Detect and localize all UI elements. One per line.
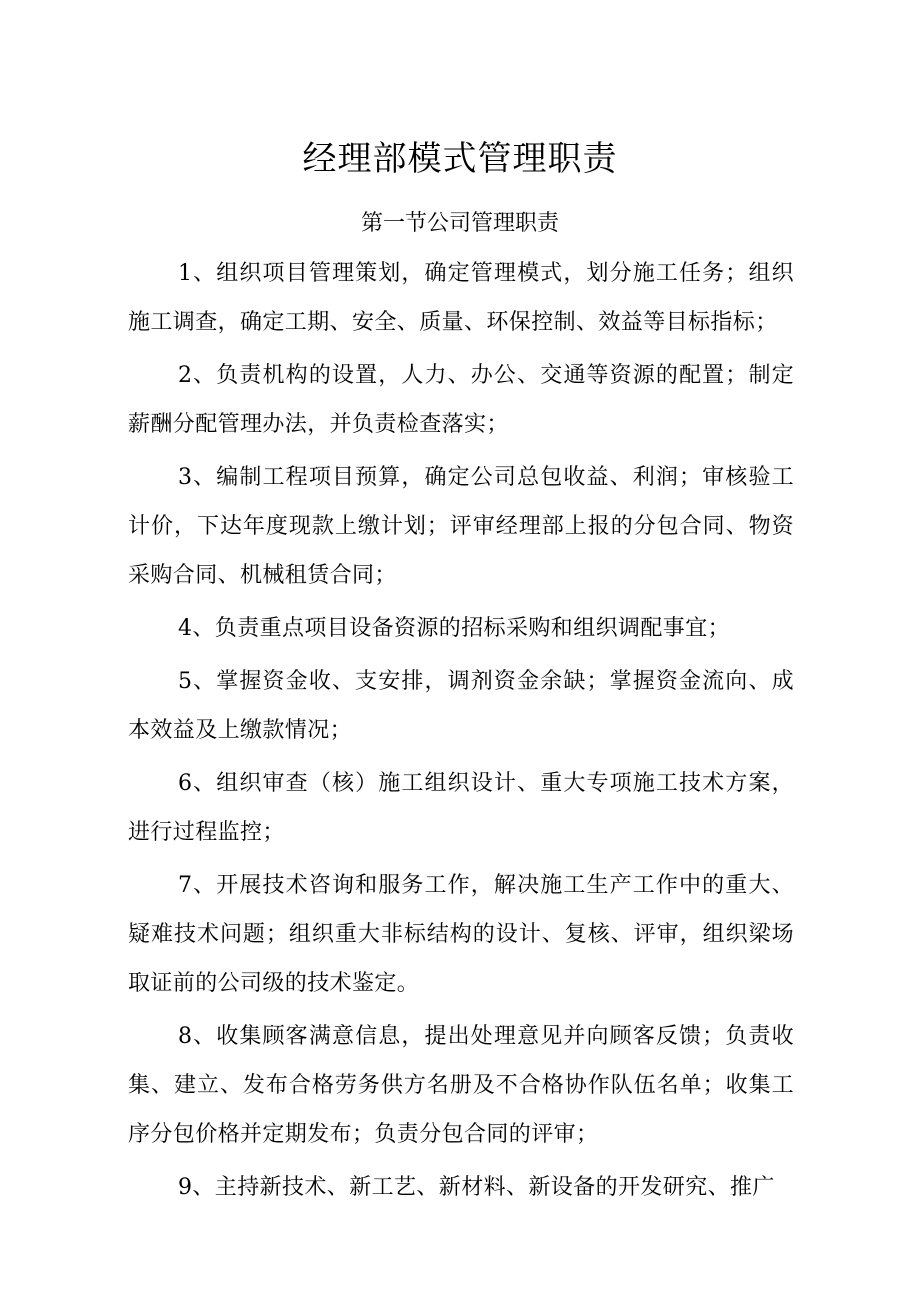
paragraph-1: 1、组织项目管理策划，确定管理模式，划分施工任务；组织施工调查，确定工期、安全、质量、环保控制、效益等目标指标； (128, 261, 794, 335)
paragraph-8: 8、收集顾客满意信息，提出处理意见并向顾客反馈；负责收集、建立、发布合格劳务供方名册及不合格协作队伍名单；收集工序分包价格并定期发布；负责分包合同的评审； (128, 1024, 794, 1147)
paragraph-6: 6、组织审查（核）施工组织设计、重大专项施工技术方案，进行过程监控； (128, 771, 794, 845)
paragraph-7: 7、开展技术咨询和服务工作，解决施工生产工作中的重大、疑难技术问题；组织重大非标结构的设计、复核、评审，组织梁场取证前的公司级的技术鉴定。 (128, 873, 794, 996)
paragraph-5: 5、掌握资金收、支安排，调剂资金余缺；掌握资金流向、成本效益及上缴款情况； (128, 669, 794, 743)
paragraph-4: 4、负责重点项目设备资源的招标采购和组织调配事宜； (178, 616, 730, 641)
paragraph-9: 9、主持新技术、新工艺、新材料、新设备的开发研究、推广 (178, 1175, 775, 1200)
document-body (128, 249, 794, 1216)
paragraph-3: 3、编制工程项目预算，确定公司总包收益、利润；审核验工计价，下达年度现款上缴计划；评审经理部上报的分包合同、物资采购合同、机械租赁合同； (128, 465, 794, 588)
paragraph-2: 2、负责机构的设置，人力、办公、交通等资源的配置；制定薪酬分配管理办法，并负责检查落实； (128, 363, 794, 437)
section-title: 第一节公司管理职责 (360, 211, 559, 236)
document-title: 经理部模式管理职责 (302, 139, 618, 179)
